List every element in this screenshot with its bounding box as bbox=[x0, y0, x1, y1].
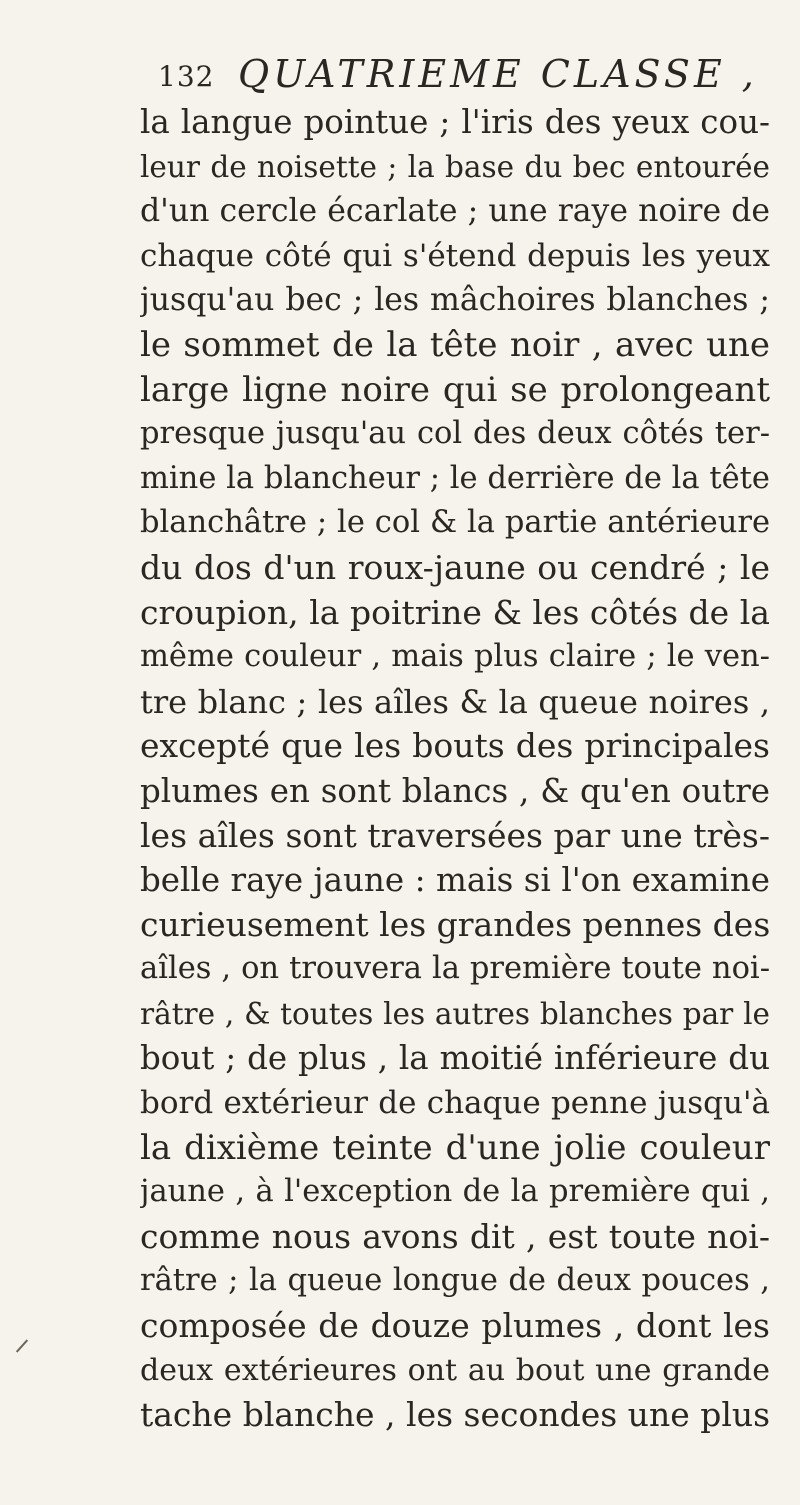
text-line: la dixième teinte d'une jolie couleur bbox=[140, 1127, 770, 1168]
text-line: deux extérieures ont au bout une grande bbox=[140, 1352, 770, 1388]
text-line: râtre ; la queue longue de deux pouces , bbox=[140, 1263, 770, 1299]
text-line: même couleur , mais plus claire ; le ven- bbox=[140, 639, 770, 675]
chapter-heading: QUATRIEME CLASSE , bbox=[238, 52, 758, 96]
text-line: composée de douze plumes , dont les bbox=[140, 1306, 770, 1346]
text-line: comme nous avons dit , est toute noi- bbox=[140, 1216, 770, 1256]
text-line: du dos d'un roux-jaune ou cendré ; le bbox=[140, 547, 770, 587]
text-line: large ligne noire qui se prolongeant bbox=[140, 369, 770, 410]
text-line: plumes en sont blancs , & qu'en outre bbox=[140, 771, 770, 810]
text-line: bout ; de plus , la moitié inférieure du bbox=[140, 1039, 770, 1078]
text-line: excepté que les bouts des principales bbox=[140, 726, 770, 766]
text-line: tre blanc ; les aîles & la queue noires , bbox=[140, 682, 770, 721]
text-line: d'un cercle écarlate ; une raye noire de bbox=[140, 193, 770, 230]
text-line: le sommet de la tête noir , avec une bbox=[140, 324, 770, 365]
text-line: bord extérieur de chaque penne jusqu'à bbox=[140, 1085, 770, 1122]
running-head bbox=[158, 52, 778, 102]
body-text bbox=[140, 100, 770, 1438]
page-number: 132 bbox=[158, 60, 215, 93]
text-line: leur de noisette ; la base du bec entourée bbox=[140, 149, 770, 184]
text-line: croupion, la poitrine & les côtés de la bbox=[140, 592, 770, 632]
text-line: presque jusqu'au col des deux côtés ter- bbox=[140, 416, 770, 452]
text-line: mine la blancheur ; le derrière de la tête bbox=[140, 460, 770, 496]
text-line: blanchâtre ; le col & la partie antérieure bbox=[140, 505, 770, 541]
text-line: râtre , & toutes les autres blanches par le bbox=[140, 996, 770, 1031]
text-line: aîles , on trouvera la première toute noi- bbox=[140, 951, 770, 987]
text-line: la langue pointue ; l'iris des yeux cou- bbox=[140, 103, 770, 141]
text-line: curieusement les grandes pennes des bbox=[140, 904, 770, 944]
text-line: tache blanche , les secondes une plus bbox=[140, 1395, 770, 1435]
text-line: les aîles sont traversées par une très- bbox=[140, 815, 770, 855]
text-line: belle raye jaune : mais si l'on examine bbox=[140, 861, 770, 900]
margin-pencil-mark bbox=[16, 1339, 28, 1352]
text-line: chaque côté qui s'étend depuis les yeux bbox=[140, 237, 770, 274]
text-line: jusqu'au bec ; les mâchoires blanches ; bbox=[140, 282, 770, 319]
text-line: jaune , à l'exception de la première qui , bbox=[140, 1174, 770, 1210]
